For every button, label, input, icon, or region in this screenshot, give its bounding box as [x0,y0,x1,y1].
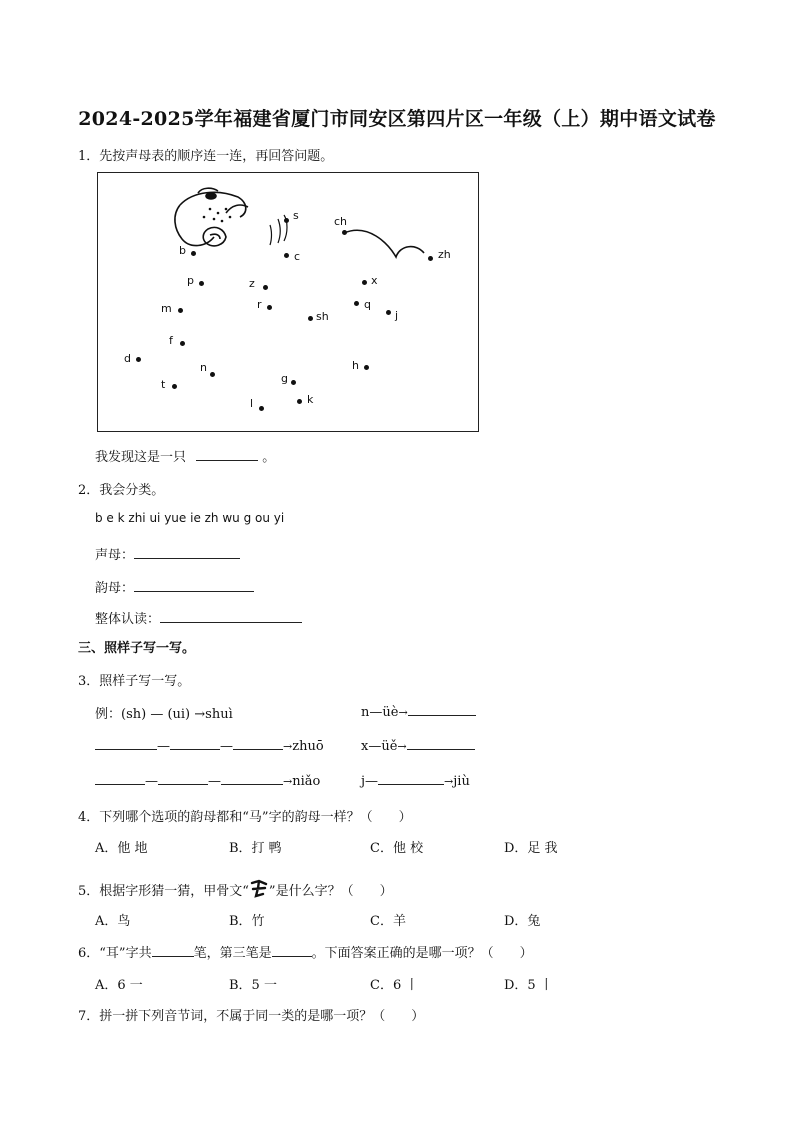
q6-option-b[interactable]: B．5 一 [229,978,277,993]
q6-option-a[interactable]: A．6 一 [95,978,143,993]
q3-r3-right-end: jiù [453,774,470,789]
q3-row1-right [361,703,476,720]
label-r: r [257,298,262,311]
arrow-icon: → [398,706,408,719]
q2-blank-initials[interactable] [134,546,240,559]
dot-zh [428,256,433,261]
label-sh: sh [316,310,329,323]
oracle-bone-glyph [249,879,269,903]
q2-prompt: 2．我会分类。 [78,483,165,498]
label-k: k [307,393,314,406]
q6-blank-strokes[interactable] [152,944,194,957]
dot-f [180,341,185,346]
dot-s [284,218,289,223]
label-s: s [293,209,299,222]
q3-r2-right-text: x—üě [361,739,398,754]
q6-prompt-b: 笔，第三笔是 [193,946,272,961]
q3-row3-right [361,772,470,789]
q2-label-finals: 韵母： [95,581,135,596]
dot-q [354,301,359,306]
q3-row3-left: — — →niǎo [95,772,320,789]
q4-option-b[interactable]: B．打 鸭 [229,841,282,856]
dot-d [136,357,141,362]
q6-blank-third-stroke[interactable] [272,944,312,957]
q5-prompt-a: 5．根据字形猜一猜，甲骨文“ [78,884,249,899]
label-l: l [250,397,254,410]
dot-k [297,399,302,404]
label-x: x [371,274,378,287]
q3-r3-blank-c[interactable] [221,772,283,785]
dot-z [263,285,268,290]
dot-r [267,305,272,310]
q5-option-c[interactable]: C．羊 [370,914,406,929]
q6-prompt-c: 。下面答案正确的是哪一项？（ ） [311,946,533,961]
q3-r1-right-blank[interactable] [408,703,476,716]
q6-option-d[interactable]: D．5 丨 [504,978,553,993]
q3-r2-left-end: zhuō [292,739,324,754]
q2-row-whole [95,608,302,627]
q3-r3-right-blank[interactable] [378,772,444,785]
q3-row2-right [361,737,475,754]
dot-l [259,406,264,411]
q3-row2-left: — — →zhuō [95,737,324,754]
q2-label-whole: 整体认读： [95,612,161,627]
dot-b [191,251,196,256]
seal-spots [203,208,232,223]
dot-n [210,372,215,377]
q1-answer-blank[interactable] [196,448,258,461]
q2-letters: b e k zhi ui yue ie zh wu g ou yi [95,511,285,525]
q3-prompt: 3．照样子写一写。 [78,674,191,689]
label-g: g [281,372,288,385]
arrow-icon: → [444,775,454,788]
q3-r2-right-blank[interactable] [407,737,475,750]
q3-r2-blank-a[interactable] [95,737,157,750]
q3-r1-right-text: n—üè [361,705,399,720]
q1-answer-text: 我发现这是一只 [95,450,187,465]
dot-to-dot-puzzle [97,172,479,432]
section-3-heading: 三、照样子写一写。 [78,641,196,656]
label-h: h [352,359,359,372]
q3-r2-blank-b[interactable] [170,737,220,750]
dot-sh [308,316,313,321]
label-c: c [294,250,301,263]
dot-m [178,308,183,313]
label-n: n [200,361,207,374]
q6-option-c[interactable]: C．6 丨 [370,978,419,993]
page-title: 2024-2025学年福建省厦门市同安区第四片区一年级（上）期中语文试卷 [78,108,716,130]
label-q: q [364,298,371,311]
arrow-icon: → [283,775,293,788]
q3-r2-blank-c[interactable] [233,737,283,750]
q2-blank-finals[interactable] [134,579,254,592]
label-f: f [169,334,173,347]
dot-ch [342,230,347,235]
q5-option-d[interactable]: D．兔 [504,914,541,929]
q2-row-finals [95,577,254,596]
label-ch: ch [334,215,348,228]
seal-head-drawing [175,188,424,257]
q1-answer-end: 。 [262,450,276,465]
dot-g [291,380,296,385]
q5-prompt-b: ”是什么字？（ ） [268,884,393,899]
q5-option-a[interactable]: A．鸟 [95,914,131,929]
q4-option-a[interactable]: A．他 地 [95,841,148,856]
q7-prompt: 7．拼一拼下列音节词，不属于同一类的是哪一项？（ ） [78,1009,425,1024]
label-t: t [161,378,166,391]
puzzle-drawing [98,173,480,433]
label-j: j [395,309,399,322]
dot-p [199,281,204,286]
dot-x [362,280,367,285]
q4-option-d[interactable]: D．足 我 [504,841,558,856]
dot-t [172,384,177,389]
label-m: m [161,302,172,315]
q3-r3-blank-a[interactable] [95,772,145,785]
q3-r3-left-end: niǎo [292,774,321,789]
q3-example: 例：(sh) — (ui) →shuì [95,707,233,722]
q6-prompt [78,942,533,961]
dot-h [364,365,369,370]
q2-blank-whole[interactable] [160,610,302,623]
dot-c [284,253,289,258]
q2-label-initials: 声母： [95,548,135,563]
label-d: d [124,352,131,365]
q5-option-b[interactable]: B．竹 [229,914,265,929]
q4-prompt: 4．下列哪个选项的韵母都和“马”字的韵母一样？（ ） [78,810,412,825]
dot-j [386,310,391,315]
label-b: b [179,244,186,257]
label-p: p [187,274,194,287]
label-z: z [249,277,255,290]
q2-row-initials [95,544,240,563]
q3-r3-blank-b[interactable] [158,772,208,785]
q6-prompt-a: 6．“耳”字共 [78,946,152,961]
q3-r3-right-start: j— [361,774,379,789]
q4-option-c[interactable]: C．他 校 [370,841,424,856]
q1-answer-row [95,446,275,465]
label-zh: zh [438,248,451,261]
arrow-icon: → [283,740,293,753]
arrow-icon: → [397,740,407,753]
q5-prompt [78,879,393,903]
q1-prompt: 1．先按声母表的顺序连一连，再回答问题。 [78,149,334,164]
